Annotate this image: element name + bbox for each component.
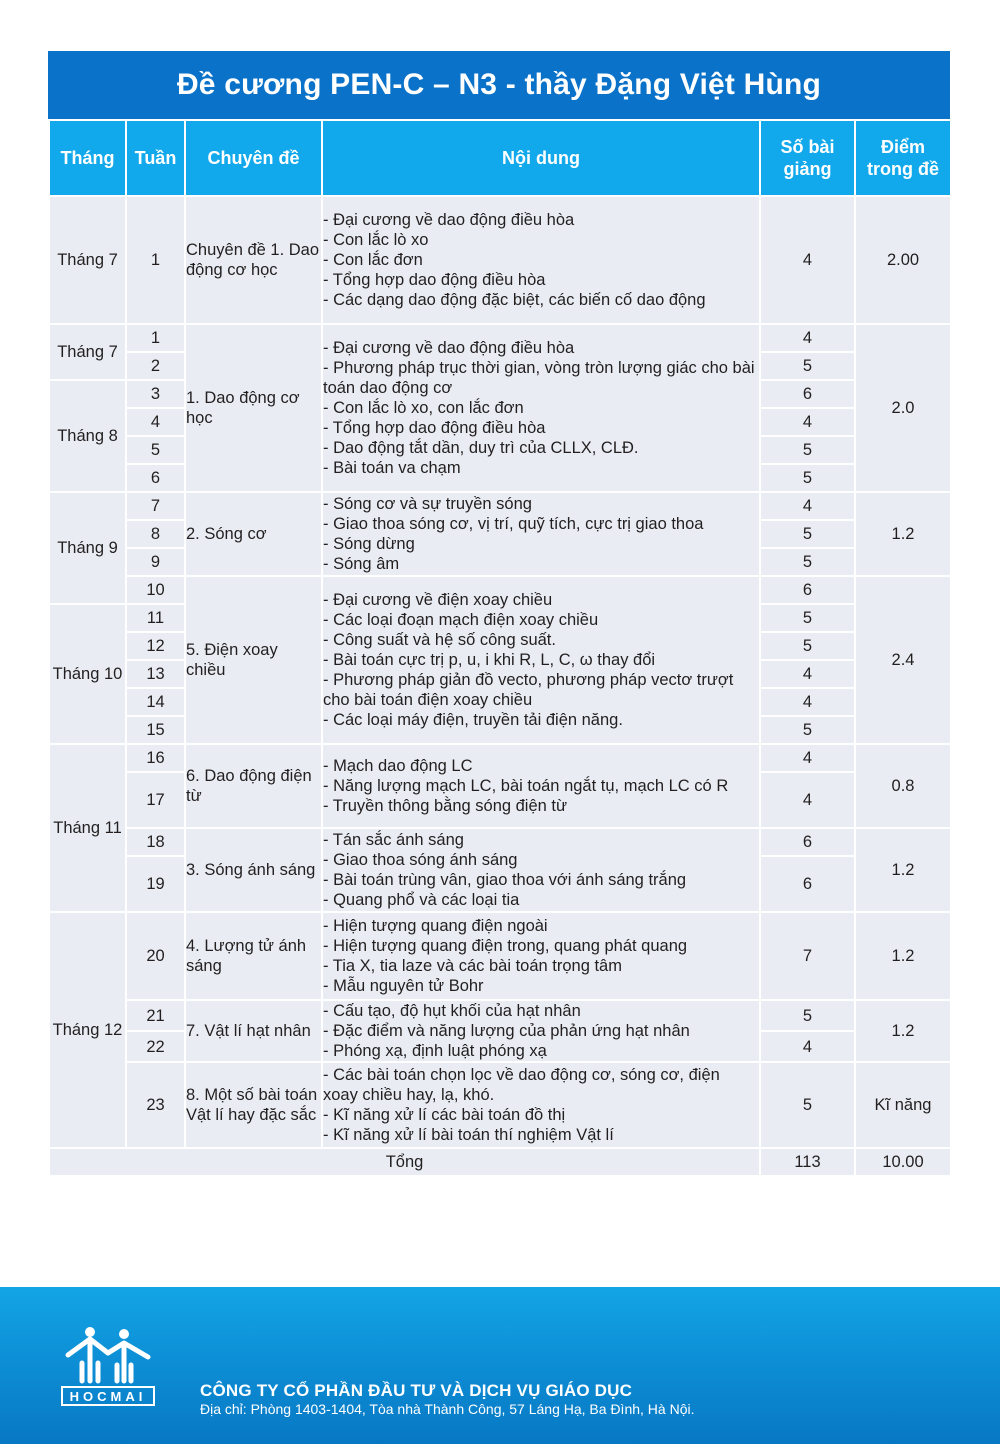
content-line: - Kĩ năng xử lí bài toán thí nghiệm Vật lí — [323, 1126, 614, 1144]
topic-cell: 8. Một số bài toán Vật lí hay đặc sắc — [185, 1062, 322, 1148]
lessons-cell: 5 — [760, 1062, 855, 1148]
content-cell — [322, 324, 760, 492]
content-line: - Bài toán cực trị p, u, i khi R, L, C, ω thay đổi — [323, 651, 656, 669]
content-cell — [322, 1062, 760, 1148]
content-line: - Tổng hợp dao động điều hòa — [323, 419, 546, 437]
week-cell: 6 — [126, 464, 185, 492]
lessons-cell: 4 — [760, 660, 855, 688]
week-cell: 22 — [126, 1031, 185, 1062]
week-cell: 20 — [126, 912, 185, 1000]
content-cell — [322, 828, 760, 912]
topic-cell: 3. Sóng ánh sáng — [185, 828, 322, 912]
lessons-cell: 5 — [760, 604, 855, 632]
content-line: - Đại cương về điện xoay chiều — [323, 591, 553, 609]
content-line: - Mạch dao động LC — [323, 757, 473, 775]
lessons-cell: 4 — [760, 1031, 855, 1062]
week-cell: 4 — [126, 408, 185, 436]
lessons-cell: 5 — [760, 632, 855, 660]
month-cell: Tháng 9 — [49, 492, 126, 604]
lessons-cell: 5 — [760, 716, 855, 744]
topic-cell: 2. Sóng cơ — [185, 492, 322, 576]
lessons-cell: 5 — [760, 436, 855, 464]
content-cell — [322, 744, 760, 828]
content-line: - Kĩ năng xử lí các bài toán đồ thị — [323, 1106, 566, 1124]
lessons-cell: 4 — [760, 408, 855, 436]
content-line: - Sóng cơ và sự truyền sóng — [323, 495, 532, 513]
score-cell: 1.2 — [855, 492, 951, 576]
content-line: - Bài toán trùng vân, giao thoa với ánh sáng trắng — [323, 871, 687, 889]
month-cell: Tháng 11 — [49, 744, 126, 912]
total-score: 10.00 — [855, 1148, 951, 1176]
header-content: Nội dung — [322, 120, 760, 196]
content-cell — [322, 576, 760, 744]
topic-cell: 7. Vật lí hạt nhân — [185, 1000, 322, 1062]
total-lessons: 113 — [760, 1148, 855, 1176]
score-cell: 2.4 — [855, 576, 951, 744]
month-cell: Tháng 7 — [49, 196, 126, 324]
score-cell: 2.0 — [855, 324, 951, 492]
content-line: - Đại cương về dao động điều hòa — [323, 211, 575, 229]
content-line: - Con lắc đơn — [323, 251, 423, 269]
content-cell — [322, 1000, 760, 1062]
topic-cell: 1. Dao động cơ học — [185, 324, 322, 492]
week-cell: 8 — [126, 520, 185, 548]
content-line: - Sóng âm — [323, 555, 400, 573]
header-lessons: Số bài giảng — [760, 120, 855, 196]
week-cell: 3 — [126, 380, 185, 408]
month-cell: Tháng 7 — [49, 324, 126, 380]
week-cell: 1 — [126, 196, 185, 324]
header-topic: Chuyên đề — [185, 120, 322, 196]
lessons-cell: 6 — [760, 828, 855, 856]
header-month: Tháng — [49, 120, 126, 196]
score-cell: 1.2 — [855, 1000, 951, 1062]
footer — [0, 1287, 1000, 1444]
content-line: - Cấu tạo, độ hụt khối của hạt nhân — [323, 1002, 581, 1020]
lessons-cell: 4 — [760, 688, 855, 716]
week-cell: 1 — [126, 324, 185, 352]
content-cell — [322, 196, 760, 324]
content-line: - Đại cương về dao động điều hòa — [323, 339, 575, 357]
content-line: - Sóng dừng — [323, 535, 415, 553]
content-line: - Quang phổ và các loại tia — [323, 891, 520, 909]
content-line: - Đặc điểm và năng lượng của phản ứng hạt nhân — [323, 1022, 690, 1040]
week-cell: 21 — [126, 1000, 185, 1031]
week-cell: 15 — [126, 716, 185, 744]
hocmai-logo — [60, 1323, 156, 1409]
week-cell: 19 — [126, 856, 185, 912]
logo-text: HOCMAI — [69, 1389, 147, 1404]
content-line: - Các bài toán chọn lọc về dao động cơ, sóng cơ, điện xoay chiều hay, lạ, khó. — [323, 1066, 720, 1104]
content-line: - Hiện tượng quang điện ngoài — [323, 917, 548, 935]
lessons-cell: 5 — [760, 1000, 855, 1031]
week-cell: 7 — [126, 492, 185, 520]
week-cell: 23 — [126, 1062, 185, 1148]
lessons-cell: 4 — [760, 492, 855, 520]
content-line: - Phương pháp giản đồ vecto, phương pháp vectơ trượt cho bài toán điện xoay chiều — [323, 671, 734, 709]
content-line: - Các loại đoạn mạch điện xoay chiều — [323, 611, 599, 629]
lessons-cell: 6 — [760, 856, 855, 912]
score-cell: 1.2 — [855, 828, 951, 912]
score-cell: 1.2 — [855, 912, 951, 1000]
week-cell: 11 — [126, 604, 185, 632]
topic-cell: 6. Dao động điện từ — [185, 744, 322, 828]
score-cell: 2.00 — [855, 196, 951, 324]
month-cell: Tháng 8 — [49, 380, 126, 492]
content-line: - Mẫu nguyên tử Bohr — [323, 977, 484, 995]
people-icon — [60, 1323, 156, 1409]
week-cell: 12 — [126, 632, 185, 660]
lessons-cell: 5 — [760, 352, 855, 380]
topic-cell: 4. Lượng tử ánh sáng — [185, 912, 322, 1000]
content-line: - Con lắc lò xo, con lắc đơn — [323, 399, 524, 417]
content-line: - Công suất và hệ số công suất. — [323, 631, 556, 649]
week-cell: 2 — [126, 352, 185, 380]
week-cell: 16 — [126, 744, 185, 772]
week-cell: 5 — [126, 436, 185, 464]
week-cell: 18 — [126, 828, 185, 856]
content-cell — [322, 912, 760, 1000]
content-cell — [322, 492, 760, 576]
content-line: - Tổng hợp dao động điều hòa — [323, 271, 546, 289]
content-line: - Tia X, tia laze và các bài toán trọng tâm — [323, 957, 622, 975]
lessons-cell: 5 — [760, 464, 855, 492]
header-week: Tuần — [126, 120, 185, 196]
week-cell: 10 — [126, 576, 185, 604]
week-cell: 9 — [126, 548, 185, 576]
week-cell: 14 — [126, 688, 185, 716]
lessons-cell: 6 — [760, 576, 855, 604]
score-cell: 0.8 — [855, 744, 951, 828]
outline-table — [48, 119, 952, 1177]
content-line: - Giao thoa sóng ánh sáng — [323, 851, 518, 869]
lessons-cell: 6 — [760, 380, 855, 408]
company-address: Địa chỉ: Phòng 1403-1404, Tòa nhà Thành Công, 57 Láng Hạ, Ba Đình, Hà Nội. — [200, 1401, 695, 1417]
week-cell: 13 — [126, 660, 185, 688]
lessons-cell: 7 — [760, 912, 855, 1000]
content-line: - Phương pháp trục thời gian, vòng tròn lượng giác cho bài toán dao động cơ — [323, 359, 755, 397]
page-title: Đề cương PEN-C – N3 - thầy Đặng Việt Hùng — [48, 51, 950, 119]
total-label: Tổng — [49, 1148, 760, 1176]
topic-cell: Chuyên đề 1. Dao động cơ học — [185, 196, 322, 324]
content-line: - Năng lượng mạch LC, bài toán ngắt tụ, mạch LC có R — [323, 777, 729, 795]
content-line: - Bài toán va chạm — [323, 459, 461, 477]
lessons-cell: 4 — [760, 196, 855, 324]
month-cell: Tháng 12 — [49, 912, 126, 1148]
lessons-cell: 5 — [760, 520, 855, 548]
content-line: - Truyền thông bằng sóng điện từ — [323, 797, 568, 815]
week-cell: 17 — [126, 772, 185, 828]
header-score: Điểm trong đề — [855, 120, 951, 196]
company-name: CÔNG TY CỔ PHẦN ĐẦU TƯ VÀ DỊCH VỤ GIÁO DỤC — [200, 1381, 633, 1400]
month-cell: Tháng 10 — [49, 604, 126, 744]
content-line: - Tán sắc ánh sáng — [323, 831, 464, 849]
topic-cell: 5. Điện xoay chiều — [185, 576, 322, 744]
content-line: - Giao thoa sóng cơ, vị trí, quỹ tích, cực trị giao thoa — [323, 515, 704, 533]
lessons-cell: 4 — [760, 744, 855, 772]
content-line: - Hiện tượng quang điện trong, quang phát quang — [323, 937, 688, 955]
score-cell: Kĩ năng — [855, 1062, 951, 1148]
lessons-cell: 4 — [760, 772, 855, 828]
content-line: - Dao động tắt dần, duy trì của CLLX, CLĐ. — [323, 439, 639, 457]
content-line: - Các loại máy điện, truyền tải điện năng. — [323, 711, 623, 729]
lessons-cell: 5 — [760, 548, 855, 576]
content-line: - Phóng xạ, định luật phóng xạ — [323, 1042, 547, 1060]
lessons-cell: 4 — [760, 324, 855, 352]
content-line: - Các dạng dao động đặc biệt, các biến cố dao động — [323, 291, 706, 309]
content-line: - Con lắc lò xo — [323, 231, 429, 249]
